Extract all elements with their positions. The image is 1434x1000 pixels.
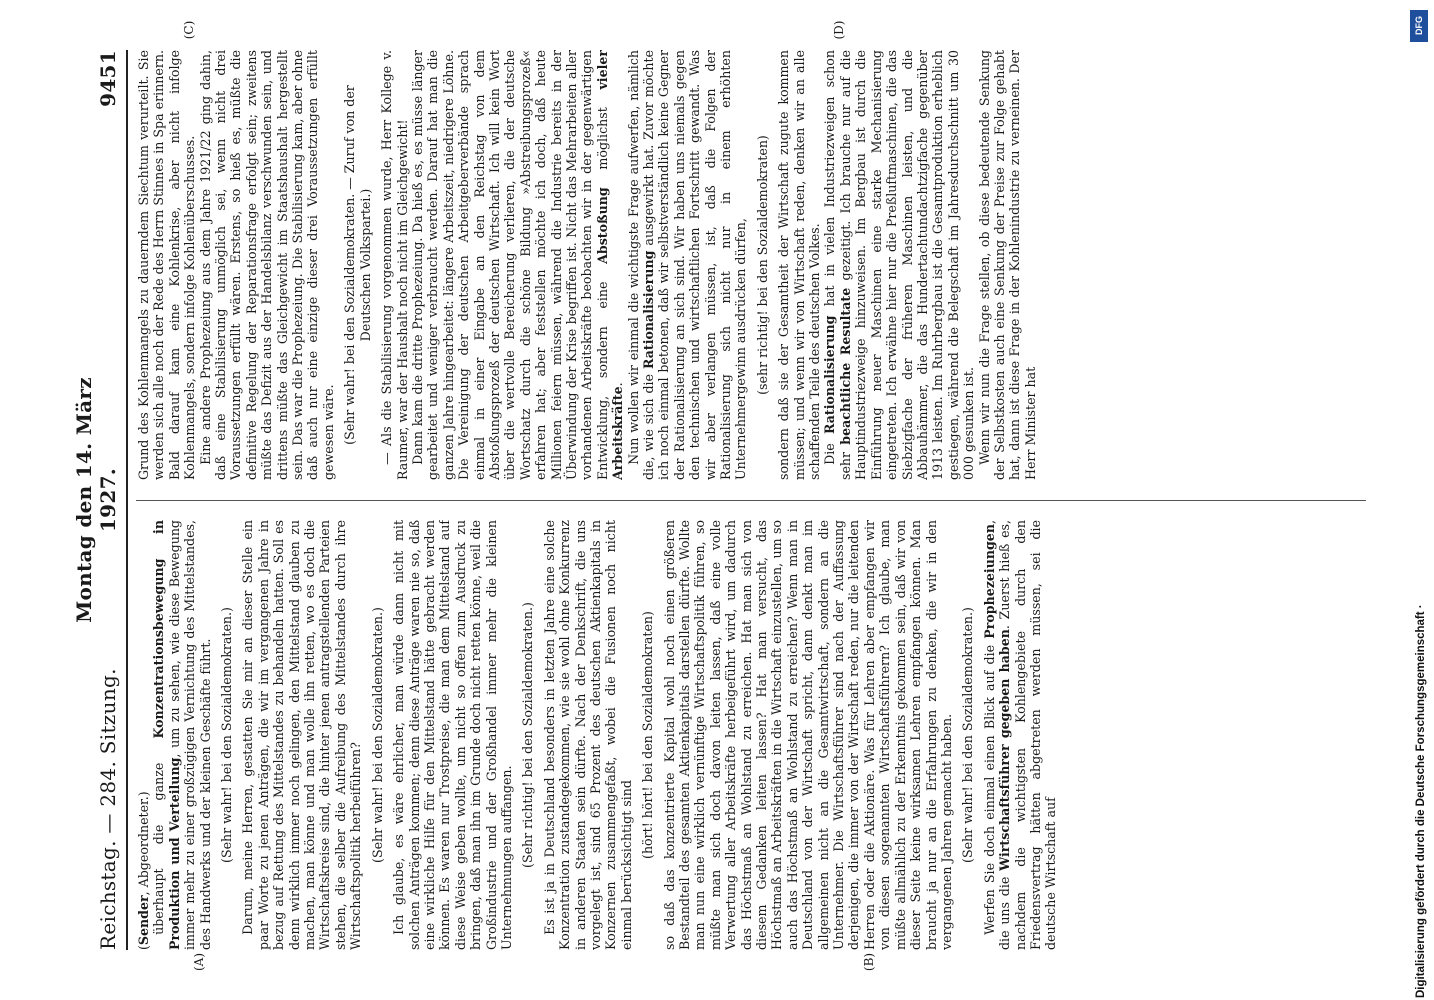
right-text-column (136, 50, 1386, 480)
margin-marker-a: (A) (192, 952, 206, 972)
paragraph: Dann kam die dritte Prophezeiung. Da hieß es, es müsse länger gearbeitet und weniger verbraucht werden. Darauf hat man die ganzen Jahre hingearbeitet: längere Arbeitszeit, niedrigere Löhne. Die Vereinigung der deutschen Arbeitgeberverbände sprach einmal in einer Eingabe an den Reichstag von dem Abstoßungsprozeß der deutschen Wirtschaft. Ich will kein Wort über die wertvolle Bereicherung verlieren, die der deutsche Wortschatz durch die schöne Bildung »Abstreibungsprozeß« erfahren hat; aber feststellen möchte ich doch, daß heute Millionen feiern müssen, während die Industrie bereits in der Überwindung der Krise begriffen ist. Nicht das Mehrarbeiten aller vorhandenen Arbeitskräfte beobachten wir in der gegenwärtigen Entwicklung, sondern eine Abstoßung möglichst vieler Arbeitskräfte. (409, 50, 626, 480)
interjection: (hört! hört! bei den Sozialdemokraten) (640, 611, 656, 859)
paragraph: Ich glaube, es wäre ehrlicher, man würde dann nicht mit solchen Anträgen kommen; denn diese Anträge waren nie so, daß eine wirkliche Hilfe für den Mittelstand hätte gebracht werden können. Es waren nur Trostpreise, die man dem Mittelstand auf diese Weise geben wollte, um nicht so offen zum Ausdruck zu bringen, daß man ihn im Grunde doch nicht retten könne, weil die Großindustrie und der Großhandel immer mehr die kleinen Unternehmungen auffangen. (391, 520, 514, 950)
paragraph: Eine andere Prophezeiung aus dem Jahre 1921/22 ging dahin, daß eine Stabilisierung unmöglich sei, wenn nicht drei Voraussetzungen erfüllt wären. Erstens, so hieß es, müßte die definitive Regelung der Reparationsfrage erfolgt sein; zweitens müßte das Defizit aus der Handelsbilanz verschwunden sein, und drittens müßte das Gleichgewicht im Staatshaushalt hergestellt sein. Das war die Prophezeiung. Die Stabilisierung kam, aber ohne daß auch nur eine einzige dieser drei Voraussetzungen erfüllt gewesen wäre. (197, 50, 336, 480)
interjection: (Sehr richtig! bei den Sozialdemokraten.) (520, 602, 536, 868)
interjection: (Sehr wahr! bei den Sozialdemokraten.) (369, 607, 385, 863)
digitization-stamp (1402, 8, 1432, 998)
interjection: (Sehr wahr! bei den Sozialdemokraten.) (960, 607, 976, 863)
paragraph: Die Rationalisierung hat in vielen Industriezweigen schon sehr beachtliche Resultate gezeitigt. Ich brauche nur auf die Hauptindustriezweige hinzuweisen. Im Bergbau ist durch die Einführung neuer Maschinen eine starke Mechanisierung eingetreten. Ich erwähne hier nur die Preßluftmaschinen, die das Siebzigfache der früheren Maschinen leisten, und die Abbauhämmer, die das Hundertachtundachtzigfache gegenüber 1913 leisten. Im Ruhrbergbau ist die Gesamtproduktion erheblich gestiegen, während die Belegschaft im Jahresdurchschnitt um 30 000 gesunken ist. (822, 50, 977, 480)
header-session: Reichstag. — 284. Sitzung. (96, 668, 120, 950)
header-rule (126, 50, 128, 950)
paragraph: Es ist ja in Deutschland besonders in letzten Jahre eine solche Konzentration zustandegekommen, wie sie wohl ohne Konkurrenz in anderen Staaten sein dürfte. Nach der Denkschrift, die uns vorgelegt ist, sind 65 Prozent des deutschen Aktienkapitals in Konzernen zusammengefaßt, wobei die Fusionen noch nicht einmal berücksichtigt sind (541, 520, 634, 950)
dfg-logo: DFG (1410, 10, 1428, 42)
paragraph: (Sender, Abgeordneter.) (136, 791, 151, 950)
column-divider (136, 500, 1366, 501)
paragraph: Nun wollen wir einmal die wichtigste Frage aufwerfen, nämlich die, wie sich die Rationalisierung ausgewirkt hat. Zuvor möchte ich noch einmal betonen, daß wir selbstverständlich keine Gegner der Rationalisierung an sich sind. Wir haben uns niemals gegen den technischen und wirtschaftlichen Fortschritt gewandt. Was wir aber verlangen müssen, ist, daß die Folgen der Rationalisierung sich nicht nur in einem erhöhten Unternehmergewinn ausdrücken dürfen, (625, 50, 749, 480)
margin-marker-c: (C) (182, 20, 196, 40)
paragraph: Darum, meine Herren, gestatten Sie mir an dieser Stelle ein paar Worte zu jenen Anträgen, die wir im vergangenen Jahre in bezug auf Rettung des Mittelstandes zu behandeln hatten. Soll es denn wirklich immer noch gelingen, den Mittelstand glauben zu machen, man könne und man wolle ihn retten, wo es doch die Wirtschaftskreise sind, die hinter jenen antragstellenden Parteien stehen, die selber die Aufreibung des Mittelstandes durch ihre Wirtschaftspolitik herbeiführen? (240, 520, 364, 950)
paragraph: Wenn wir nun die Frage stellen, ob diese bedeutende Senkung der Selbstkosten auch eine Senkung der Preise zur Folge gehabt hat, dann ist diese Frage in der Kohlenindustrie zu verneinen. Der Herr Minister hat (976, 50, 1038, 480)
paragraph: so daß das konzentrierte Kapital wohl noch einen größeren Bestandteil des gesamten Aktienkapitals darstellen dürfte. Wollte man nun eine wirklich vernünftige Wirtschaftspolitik führen, so müßte man sich doch davon leiten lassen, daß eine volle Verwertung aller Arbeitskräfte herbeigeführt wird, um dadurch das Höchstmaß an Wohlstand zu erreichen. Hat man sich von diesem Gedanken leiten lassen? Hat man versucht, das Höchstmaß an Arbeitskräften in die Wirtschaft einzustellen, um so auch das Höchstmaß an Wohlstand zu erreichen? Wenn man in Deutschland von der Wirtschaft spricht, dann denkt man im allgemeinen nicht an die Gesamtwirtschaft, sondern an die Unternehmer. Die Wirtschaftsführer sind nach der Auffassung derjenigen, die immer von der Wirtschaft reden, nur die leitenden Herren oder die Aktionäre. Was für Lehren aber empfangen wir von diesen sogenannten Wirtschaftsführern? Ich glaube, man müßte allmählich zu der Erkenntnis gekommen sein, daß wir von dieser Seite keine wirksamen Lehren empfangen können. Man braucht ja nur an die Erfahrungen zu denken, die wir in den vergangenen Jahren gemacht haben. (661, 520, 954, 950)
page-number: 9451 (96, 50, 120, 107)
interjection: (Sehr wahr! bei den Sozialdemokraten. — Zuruf von der Deutschen Volkspartei.) (342, 85, 373, 445)
paragraph: Grund des Kohlenmangels zu dauerndem Siechtum verurteilt. Sie werden sich alle noch der Rede des Herrn Stinnes in Spa erinnern. Bald darauf kam eine Kohlenkrise, aber nicht infolge Kohlenmangels, sondern infolge Kohlenüberschusses. (136, 50, 198, 480)
interjection: (Sehr wahr! bei den Sozialdemokraten.) (219, 607, 235, 863)
paragraph: sondern daß sie der Gesamtheit der Wirtschaft zugute kommen müssen; und wenn wir von Wirtschaft reden, denken wir an alle schaffenden Teile des deutschen Volkes. (776, 50, 823, 480)
interjection: (sehr richtig! bei den Sozialdemokraten) (754, 135, 770, 395)
margin-marker-d: (D) (832, 20, 846, 40)
rotated-page (72, 0, 1402, 1000)
left-text-column (136, 520, 1386, 950)
page-header (72, 50, 120, 950)
header-date: Montag den 14. März 1927. (72, 377, 120, 623)
margin-marker-b: (B) (862, 952, 876, 972)
paragraph: — Als die Stabilisierung vorgenommen wurde, Herr Kollege v. Raumer, war der Haushalt noch nicht im Gleichgewicht! (379, 50, 410, 480)
paragraph: Werfen Sie doch einmal einen Blick auf die Prophezeiungen, die uns die Wirtschaftsführer gegeben haben. Zuerst hieß es, nachdem die wichtigsten Kohlengebiete durch den Friedensvertrag hätten abgetreten werden müssen, sei die deutsche Wirtschaft auf (981, 520, 1059, 950)
paragraph: überhaupt die ganze Konzentrationsbewegung in Produktion und Verteilung, um zu sehen, wie diese Bewegung immer mehr zu einer großzügigen Vernichtung des Mittelstandes, des Handwerks und der kleinen Geschäfte führt. (151, 520, 213, 950)
stamp-text: Digitalisierung gefördert durch die Deutsche Forschungsgemeinschaft · (1415, 604, 1427, 998)
